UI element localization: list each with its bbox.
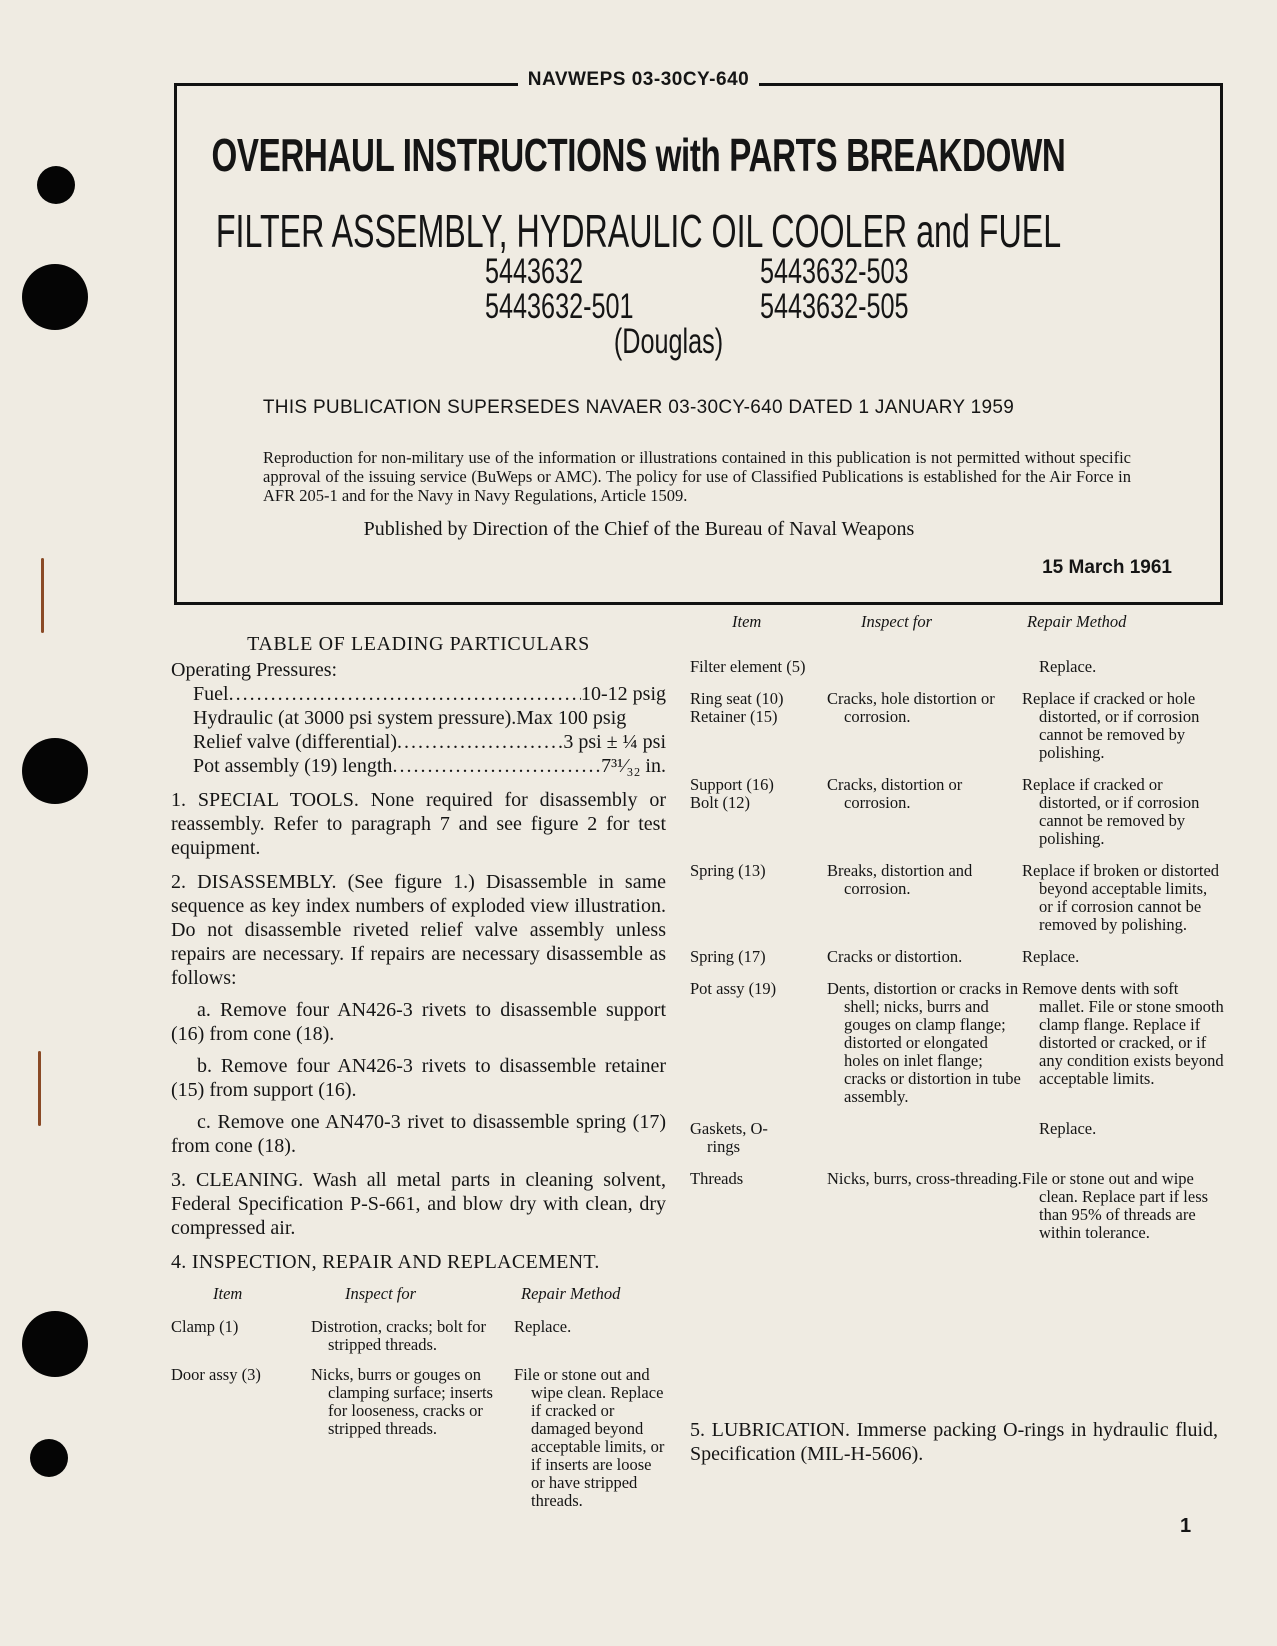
particular-row: Fuel ..... 10-12 psig xyxy=(171,682,666,706)
part-number: 5443632-503 xyxy=(760,252,909,291)
inspection-row: Clamp (1) Distrotion, cracks; bolt for stripped threads. Replace. xyxy=(171,1317,572,1354)
inspection-row: Spring (17) Cracks or distortion. Replace. xyxy=(690,947,1080,966)
equipment-title: FILTER ASSEMBLY, HYDRAULIC OIL COOLER and FUEL xyxy=(215,205,1062,257)
section-cleaning: 3. CLEANING. Wash all metal parts in cleaning solvent, Federal Specification P-S-661, and blow dry with clean, dry compressed air. xyxy=(171,1169,666,1239)
document-number: NAVWEPS 03-30CY-640 xyxy=(0,69,1277,91)
leading-particulars-title: TABLE OF LEADING PARTICULARS xyxy=(247,633,590,655)
inspection-row: Filter element (5) Replace. xyxy=(690,657,1097,676)
page-number: 1 xyxy=(1180,1515,1192,1537)
particular-row: Pot assembly (19) length ..... 7³¹⁄₃₂ in. xyxy=(171,754,666,778)
part-number: 5443632 xyxy=(485,252,584,291)
binder-hole-large-top xyxy=(22,264,88,330)
inspection-row: Support (16) Bolt (12) Cracks, distortion or corrosion. Replace if cracked or distorted, or if corrosion cannot be removed by polishing. xyxy=(690,775,1200,848)
supersedes-notice: THIS PUBLICATION SUPERSEDES NAVAER 03-30CY-640 DATED 1 JANUARY 1959 xyxy=(262,397,1015,418)
right-column xyxy=(690,612,1225,1242)
disassembly-step: b. Remove four AN426-3 rivets to disassemble retainer (15) from support (16). xyxy=(171,1055,666,1101)
left-column xyxy=(171,632,666,1510)
disassembly-step: a. Remove four AN426-3 rivets to disassemble support (16) from cone (18). xyxy=(171,999,666,1045)
section-disassembly: 2. DISASSEMBLY. (See figure 1.) Disassemble in same sequence as key index numbers of exploded view illustration. Do not disassemble riveted relief valve assembly unless repairs are necessary. If repairs are necessary disassemble as follows: xyxy=(171,871,666,989)
binder-hole-large-bottom xyxy=(22,1311,88,1377)
section-inspection-title: 4. INSPECTION, REPAIR AND REPLACEMENT. xyxy=(171,1251,600,1273)
inspection-row: Door assy (3) Nicks, burrs or gouges on clamping surface; inserts for looseness, cracks or stripped threads. File or stone out and wipe clean. Replace if cracked or damaged beyond acceptable limits, or if inserts are loose or have stripped threads. xyxy=(171,1365,665,1510)
part-number: 5443632-501 xyxy=(485,287,634,326)
particular-row: Hydraulic (at 3000 psi system pressure) .Max 100 psig xyxy=(193,707,627,729)
inspection-row: Spring (13) Breaks, distortion and corrosion. Replace if broken or distorted beyond acceptable limits, or if corrosion cannot be removed by polishing. xyxy=(690,861,1220,934)
particular-row: Relief valve (differential) ..... 3 psi ± ¼ psi xyxy=(171,730,666,754)
inspection-table-header: Item Inspect for Repair Method xyxy=(732,612,1127,631)
section-lubrication: 5. LUBRICATION. Immerse packing O-rings in hydraulic fluid, Specification (MIL-H-5606). xyxy=(690,1419,1218,1465)
publication-date: 15 March 1961 xyxy=(1042,557,1172,578)
inspection-table-header: Item Inspect for Repair Method xyxy=(213,1284,621,1303)
inspection-row: Gaskets, O-rings Replace. xyxy=(690,1119,1097,1156)
manufacturer: (Douglas) xyxy=(613,322,724,361)
reproduction-notice: Reproduction for non-military use of the information or illustrations contained in this publication is not permitted without specific approval of the issuing service (BuWeps or AMC). The policy for use of Classified Publications is established for the Air Force in AFR 205-1 and for the Navy in Navy Regulations, Article 1509. xyxy=(263,448,1131,505)
binder-hole-small-top xyxy=(37,166,75,204)
inspection-row: Ring seat (10) Retainer (15) Cracks, hole distortion or corrosion. Replace if cracked or hole distorted, or if corrosion cannot be removed by polishing. xyxy=(690,689,1200,762)
staple-rust-mark-bottom xyxy=(38,1051,41,1126)
section-special-tools: 1. SPECIAL TOOLS. None required for disassembly or reassembly. Refer to paragraph 7 and see figure 2 for test equipment. xyxy=(171,789,666,859)
publication-title: OVERHAUL INSTRUCTIONS with PARTS BREAKDOWN xyxy=(211,129,1066,181)
binder-hole-large-middle xyxy=(22,738,88,804)
operating-pressures-label: Operating Pressures: xyxy=(171,659,338,681)
part-number: 5443632-505 xyxy=(760,287,909,326)
published-by: Published by Direction of the Chief of the Bureau of Naval Weapons xyxy=(363,518,915,540)
inspection-row: Pot assy (19) Dents, distortion or cracks in shell; nicks, burrs and gouges on clamp flange; distorted or elongated holes on inlet flange; cracks or distortion in tube assembly. Remove dents with soft mallet. File or stone smooth clamp flange. Replace if distorted or cracked, or if any condition exists beyond acceptable limits. xyxy=(690,979,1224,1106)
staple-rust-mark-top xyxy=(41,558,44,633)
disassembly-step: c. Remove one AN470-3 rivet to disassemble spring (17) from cone (18). xyxy=(171,1111,666,1157)
inspection-row: Threads Nicks, burrs, cross-threading. File or stone out and wipe clean. Replace part if less than 95% of threads are within tolerance. xyxy=(690,1169,1209,1242)
binder-hole-small-bottom xyxy=(30,1439,68,1477)
